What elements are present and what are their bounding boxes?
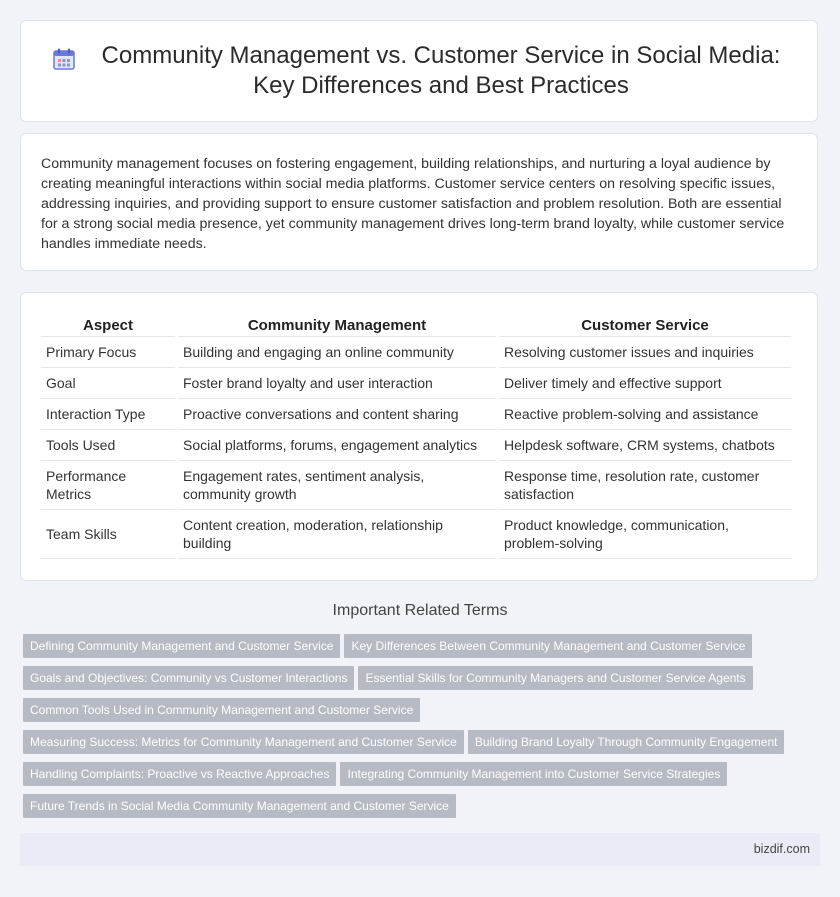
- calendar-icon: [52, 47, 76, 71]
- row-community: Proactive conversations and content sharing: [178, 399, 496, 430]
- table-row: [41, 368, 791, 399]
- related-term-tag[interactable]: Building Brand Loyalty Through Community Engagement: [468, 730, 785, 754]
- row-customer: Reactive problem-solving and assistance: [499, 399, 791, 430]
- row-community: Building and engaging an online community: [178, 337, 496, 368]
- title-wrap: [52, 41, 786, 101]
- related-term-tag[interactable]: Future Trends in Social Media Community Management and Customer Service: [23, 794, 456, 818]
- table-row: [41, 430, 791, 461]
- table-row: [41, 337, 791, 368]
- table-row: [41, 510, 791, 559]
- related-terms-heading: Important Related Terms: [332, 602, 508, 619]
- row-customer: Response time, resolution rate, customer satisfaction: [499, 461, 791, 510]
- comparison-card: [20, 292, 818, 581]
- row-customer: Helpdesk software, CRM systems, chatbots: [499, 430, 791, 461]
- row-aspect: Performance Metrics: [41, 461, 175, 510]
- title-card: [20, 20, 818, 122]
- row-aspect: Tools Used: [41, 430, 175, 461]
- table-row: [41, 461, 791, 510]
- header-aspect: Aspect: [41, 311, 175, 337]
- comparison-table: [38, 311, 794, 559]
- header-community-management: Community Management: [178, 311, 496, 337]
- row-community: Engagement rates, sentiment analysis, community growth: [178, 461, 496, 510]
- intro-paragraph: Community management focuses on fostering engagement, building relationships, and nurturing a loyal audience by creating meaningful interactions within social media platforms. Customer service centers on resolving specific issues, addressing inquiries, and providing support to ensure customer satisfaction and problem resolution. Both are essential for a strong social media presence, yet community management drives long-term brand loyalty, while customer service handles immediate needs.: [41, 156, 785, 252]
- table-row: [41, 399, 791, 430]
- page-title: Community Management vs. Customer Service in Social Media: Key Differences and Best Practices: [101, 42, 781, 99]
- related-term-tag[interactable]: Handling Complaints: Proactive vs Reactive Approaches: [23, 762, 336, 786]
- row-community: Foster brand loyalty and user interaction: [178, 368, 496, 399]
- related-terms-list: [23, 634, 823, 826]
- table-header-row: [41, 311, 791, 337]
- row-aspect: Goal: [41, 368, 175, 399]
- related-term-tag[interactable]: Integrating Community Management into Customer Service Strategies: [340, 762, 727, 786]
- footer: [20, 833, 820, 866]
- intro-card: [20, 133, 818, 271]
- row-aspect: Interaction Type: [41, 399, 175, 430]
- row-community: Content creation, moderation, relationship building: [178, 510, 496, 559]
- footer-site-link[interactable]: bizdif.com: [753, 842, 810, 856]
- row-customer: Deliver timely and effective support: [499, 368, 791, 399]
- related-term-tag[interactable]: Essential Skills for Community Managers and Customer Service Agents: [358, 666, 752, 690]
- row-customer: Resolving customer issues and inquiries: [499, 337, 791, 368]
- row-community: Social platforms, forums, engagement analytics: [178, 430, 496, 461]
- row-customer: Product knowledge, communication, problem-solving: [499, 510, 791, 559]
- header-customer-service: Customer Service: [499, 311, 791, 337]
- related-term-tag[interactable]: Defining Community Management and Customer Service: [23, 634, 340, 658]
- related-term-tag[interactable]: Measuring Success: Metrics for Community Management and Customer Service: [23, 730, 464, 754]
- row-aspect: Primary Focus: [41, 337, 175, 368]
- related-term-tag[interactable]: Goals and Objectives: Community vs Customer Interactions: [23, 666, 354, 690]
- row-aspect: Team Skills: [41, 510, 175, 559]
- related-term-tag[interactable]: Key Differences Between Community Management and Customer Service: [344, 634, 752, 658]
- related-term-tag[interactable]: Common Tools Used in Community Management and Customer Service: [23, 698, 420, 722]
